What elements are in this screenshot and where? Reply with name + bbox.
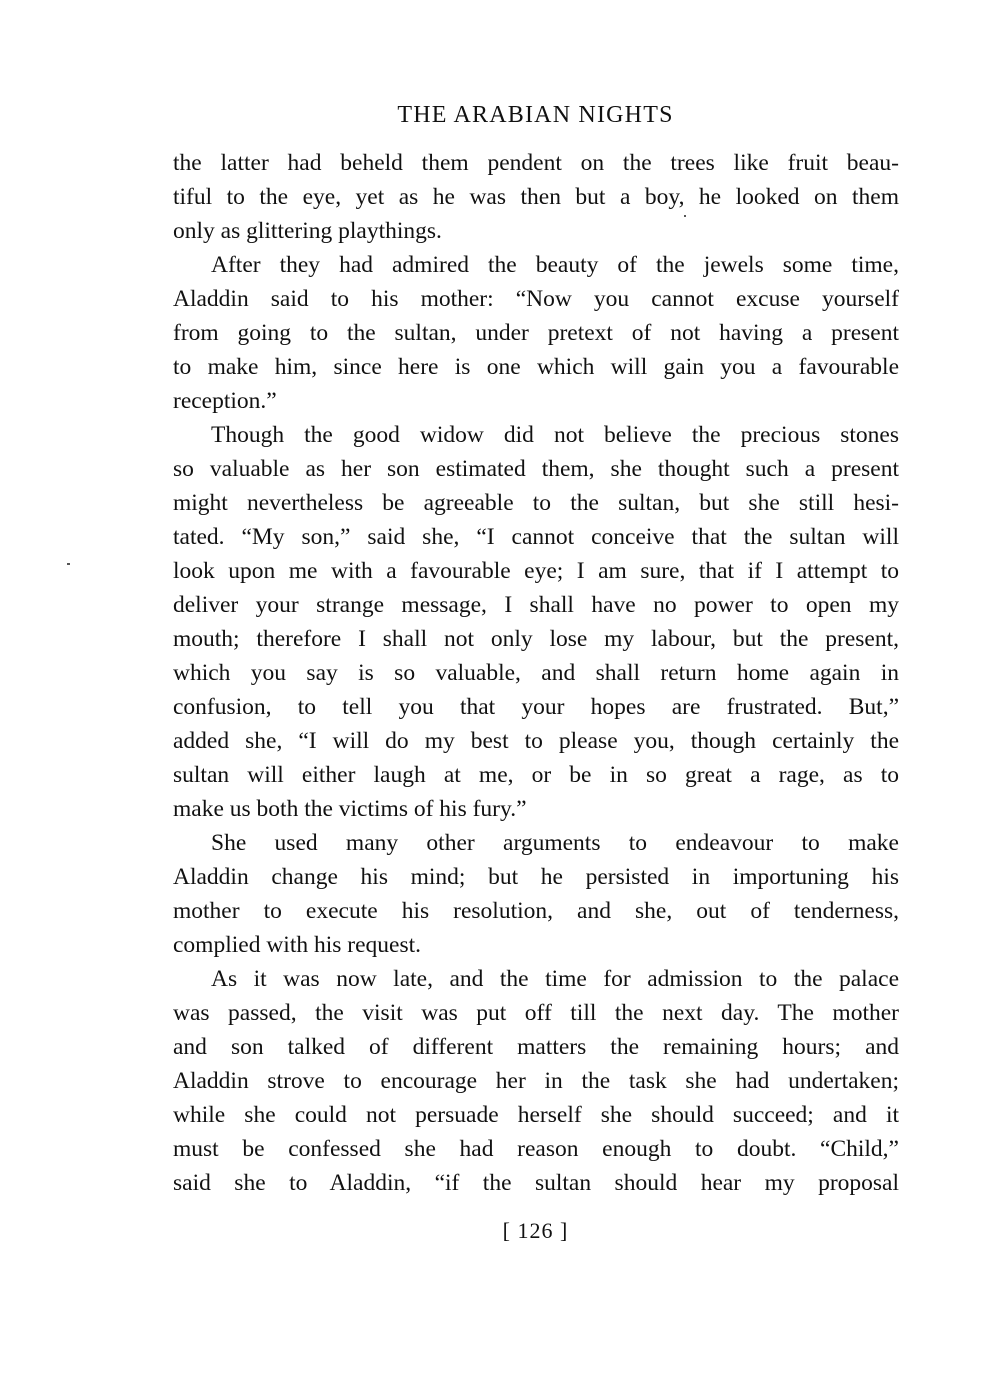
paragraph	[173, 418, 899, 826]
text-line: As it was now late, and the time for admission to the palace	[211, 966, 899, 992]
page-number: [ 126 ]	[502, 1218, 569, 1243]
running-head-title: THE ARABIAN NIGHTS	[397, 102, 674, 128]
scan-speck	[684, 215, 686, 217]
text-line: deliver your strange message, I shall have no power to open my	[173, 592, 899, 618]
text-line: and son talked of different matters the remaining hours; and	[173, 1034, 899, 1060]
text-line: so valuable as her son estimated them, she thought such a present	[173, 456, 899, 482]
body-text	[173, 146, 899, 1200]
text-line: the latter had beheld them pendent on the trees like fruit beau-	[173, 150, 899, 176]
text-line: complied with his request.	[173, 932, 422, 958]
text-line: from going to the sultan, under pretext of not having a present	[173, 320, 899, 346]
text-line: to make him, since here is one which will gain you a favourable	[173, 354, 899, 380]
text-line: look upon me with a favourable eye; I am sure, that if I attempt to	[173, 558, 899, 584]
text-line: sultan will either laugh at me, or be in so great a rage, as to	[173, 762, 899, 788]
text-line: said she to Aladdin, “if the sultan should hear my proposal	[173, 1170, 899, 1196]
text-line: make us both the victims of his fury.”	[173, 796, 527, 822]
text-line: tated. “My son,” said she, “I cannot conceive that the sultan will	[173, 524, 899, 550]
scan-speck	[67, 563, 70, 565]
paragraph	[173, 962, 899, 1200]
text-line: Aladdin said to his mother: “Now you cannot excuse yourself	[173, 286, 899, 312]
text-line: After they had admired the beauty of the jewels some time,	[211, 252, 899, 278]
text-line: Aladdin strove to encourage her in the task she had undertaken;	[173, 1068, 899, 1094]
text-line: confusion, to tell you that your hopes are frustrated. But,”	[173, 694, 899, 720]
text-line: mother to execute his resolution, and she, out of tenderness,	[173, 898, 899, 924]
paragraph	[173, 146, 899, 248]
paragraph	[173, 248, 899, 418]
text-line: while she could not persuade herself she should succeed; and it	[173, 1102, 899, 1128]
paragraph	[173, 826, 899, 962]
text-line: She used many other arguments to endeavour to make	[211, 830, 899, 856]
text-line: added she, “I will do my best to please you, though certainly the	[173, 728, 899, 754]
text-line: Though the good widow did not believe the precious stones	[211, 422, 899, 448]
text-line: was passed, the visit was put off till the next day. The mother	[173, 1000, 899, 1026]
text-line: must be confessed she had reason enough to doubt. “Child,”	[173, 1136, 899, 1162]
text-line: which you say is so valuable, and shall return home again in	[173, 660, 899, 686]
text-line: Aladdin change his mind; but he persisted in importuning his	[173, 864, 899, 890]
text-line: reception.”	[173, 388, 277, 414]
text-line: mouth; therefore I shall not only lose my labour, but the present,	[173, 626, 899, 652]
text-line: tiful to the eye, yet as he was then but a boy, he looked on them	[173, 184, 899, 210]
text-line: only as glittering playthings.	[173, 218, 442, 244]
text-line: might nevertheless be agreeable to the sultan, but she still hesi-	[173, 490, 899, 516]
